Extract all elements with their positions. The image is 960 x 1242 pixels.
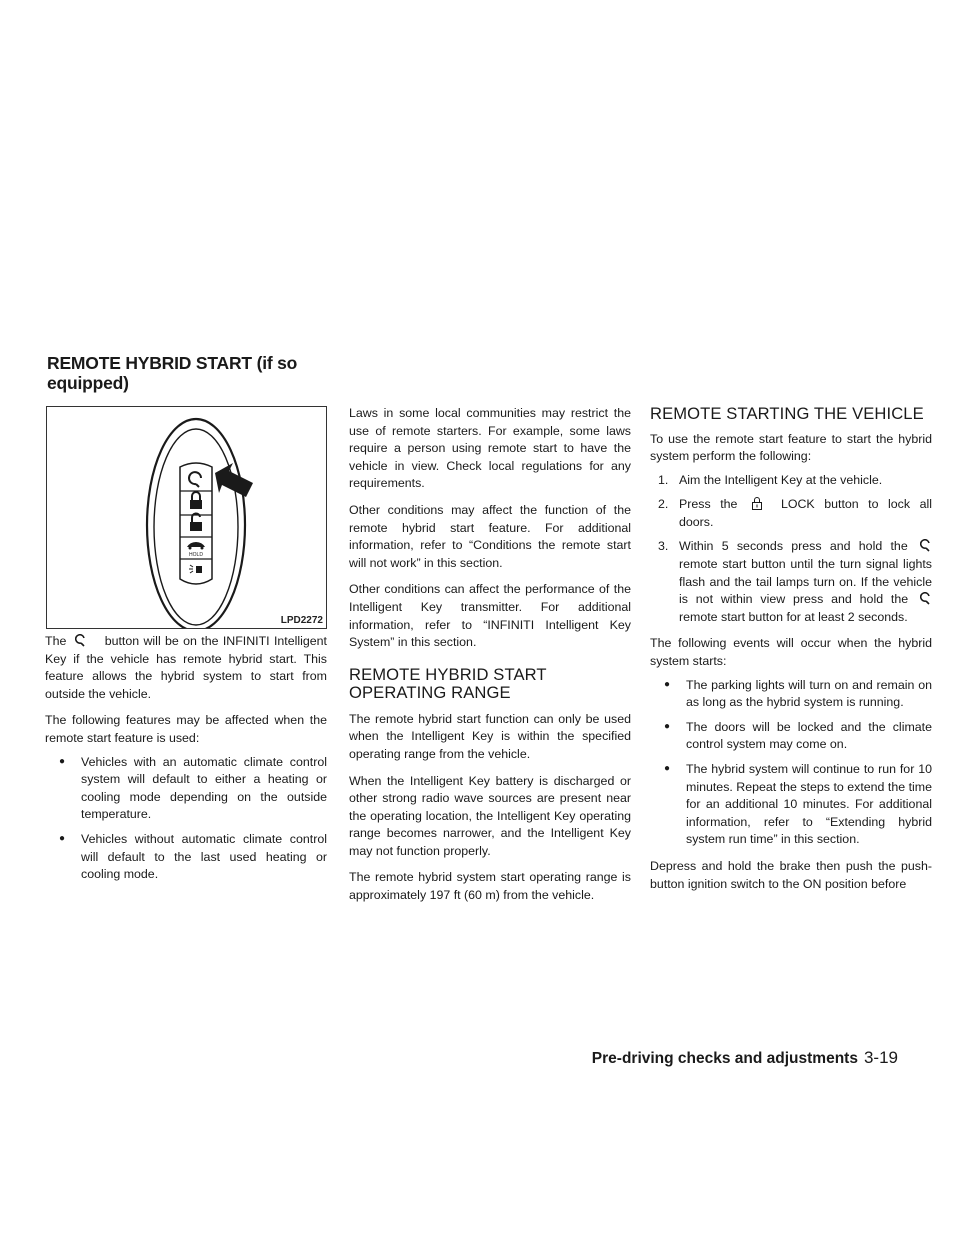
affected-paragraph: The following features may be affected when the remote start feature is used: [45,713,327,745]
remote-start-icon [75,634,87,648]
column-3 [650,405,932,902]
paragraph: When the Intelligent Key battery is discharged or other strong radio wave sources are present near the operating location, the Intelligent Key operating range becomes narrower, and the Intelligent Key may not function properly. [349,773,631,858]
remote-starting-heading: REMOTE STARTING THE VEHICLE [650,404,924,423]
list-item: 3. Within 5 seconds press and hold the remote start button until the turn signal lights flash and the tail lamps turn on. If the vehicle is not within view press and hold the remote start button for at least 2 seconds. [658,539,932,624]
list-item: ● The parking lights will turn on and remain on as long as the hybrid system is running. [664,677,932,712]
figure-label: LPD2272 [280,615,323,626]
steps-list [650,472,932,627]
paragraph: The remote hybrid system start operating range is approximately 197 ft (60 m) from the vehicle. [349,870,631,903]
column-2 [349,405,631,914]
list-item: ● The hybrid system will continue to run for 10 minutes. Repeat the steps to extend the time for an additional 10 minutes. For additional information, refer to “Extending hybrid system run time” in this section. [664,761,932,849]
paragraph: Other conditions can affect the performance of the Intelligent Key transmitter. For additional information, refer to “INFINITI Intelligent Key System” in this section. [349,582,631,650]
page-number: 3-19 [863,1048,898,1067]
lock-icon [751,496,763,511]
climate-bullets [45,754,327,884]
operating-range-heading: REMOTE HYBRID START OPERATING RANGE [349,664,547,703]
remote-start-icon [189,472,201,487]
paragraph: To use the remote start feature to start the hybrid system perform the following: [650,431,932,464]
list-item: 1. Aim the Intelligent Key at the vehicle. [658,472,883,487]
lock-icon [190,492,202,509]
list-item: ● The doors will be locked and the climate control system may come on. [664,719,932,754]
pointer-arrow [215,463,253,497]
paragraph: Depress and hold the brake then push the push-button ignition switch to the ON position before [650,858,932,891]
section-title: REMOTE HYBRID START (if so equipped) [47,353,298,393]
intelligent-key-figure [46,406,327,629]
list-item: ● Vehicles without automatic climate control will default to the last used heating or cooling mode. [59,831,327,884]
intro-paragraph: The button will be on the INFINITI Intelligent Key if the vehicle has remote hybrid start. This feature allows the hybrid system to start from outside the vehicle. [45,634,327,701]
paragraph: Laws in some local communities may restrict the use of remote starters. For example, some laws require a person using remote start to have the vehicle in view. Check local regulations for any requirements. [349,406,631,491]
hold-text: HOLD [189,552,203,558]
remote-start-icon [920,539,932,553]
intelligent-key-illustration [47,407,326,628]
panic-icon [189,565,202,573]
paragraph: Other conditions may affect the function of the remote hybrid start feature. For additional information, refer to “Conditions the remote start will not work” in this section. [349,502,631,570]
chapter-title: Pre-driving checks and adjustments [591,1050,858,1067]
car-hold-icon [187,542,205,558]
events-bullets [650,677,932,849]
paragraph: The remote hybrid start function can only be used when the Intelligent Key is within the specified operating range from the vehicle. [349,711,631,761]
paragraph: The following events will occur when the hybrid system starts: [650,636,932,669]
unlock-icon [190,513,202,531]
page-footer [592,1048,898,1068]
column-1 [45,633,327,893]
list-item: 2. Press the LOCK button to lock all doors. [658,497,932,529]
remote-start-icon [920,592,932,606]
list-item: ● Vehicles with an automatic climate control system will default to either a heating or cooling mode depending on the outside temperature. [59,754,327,824]
